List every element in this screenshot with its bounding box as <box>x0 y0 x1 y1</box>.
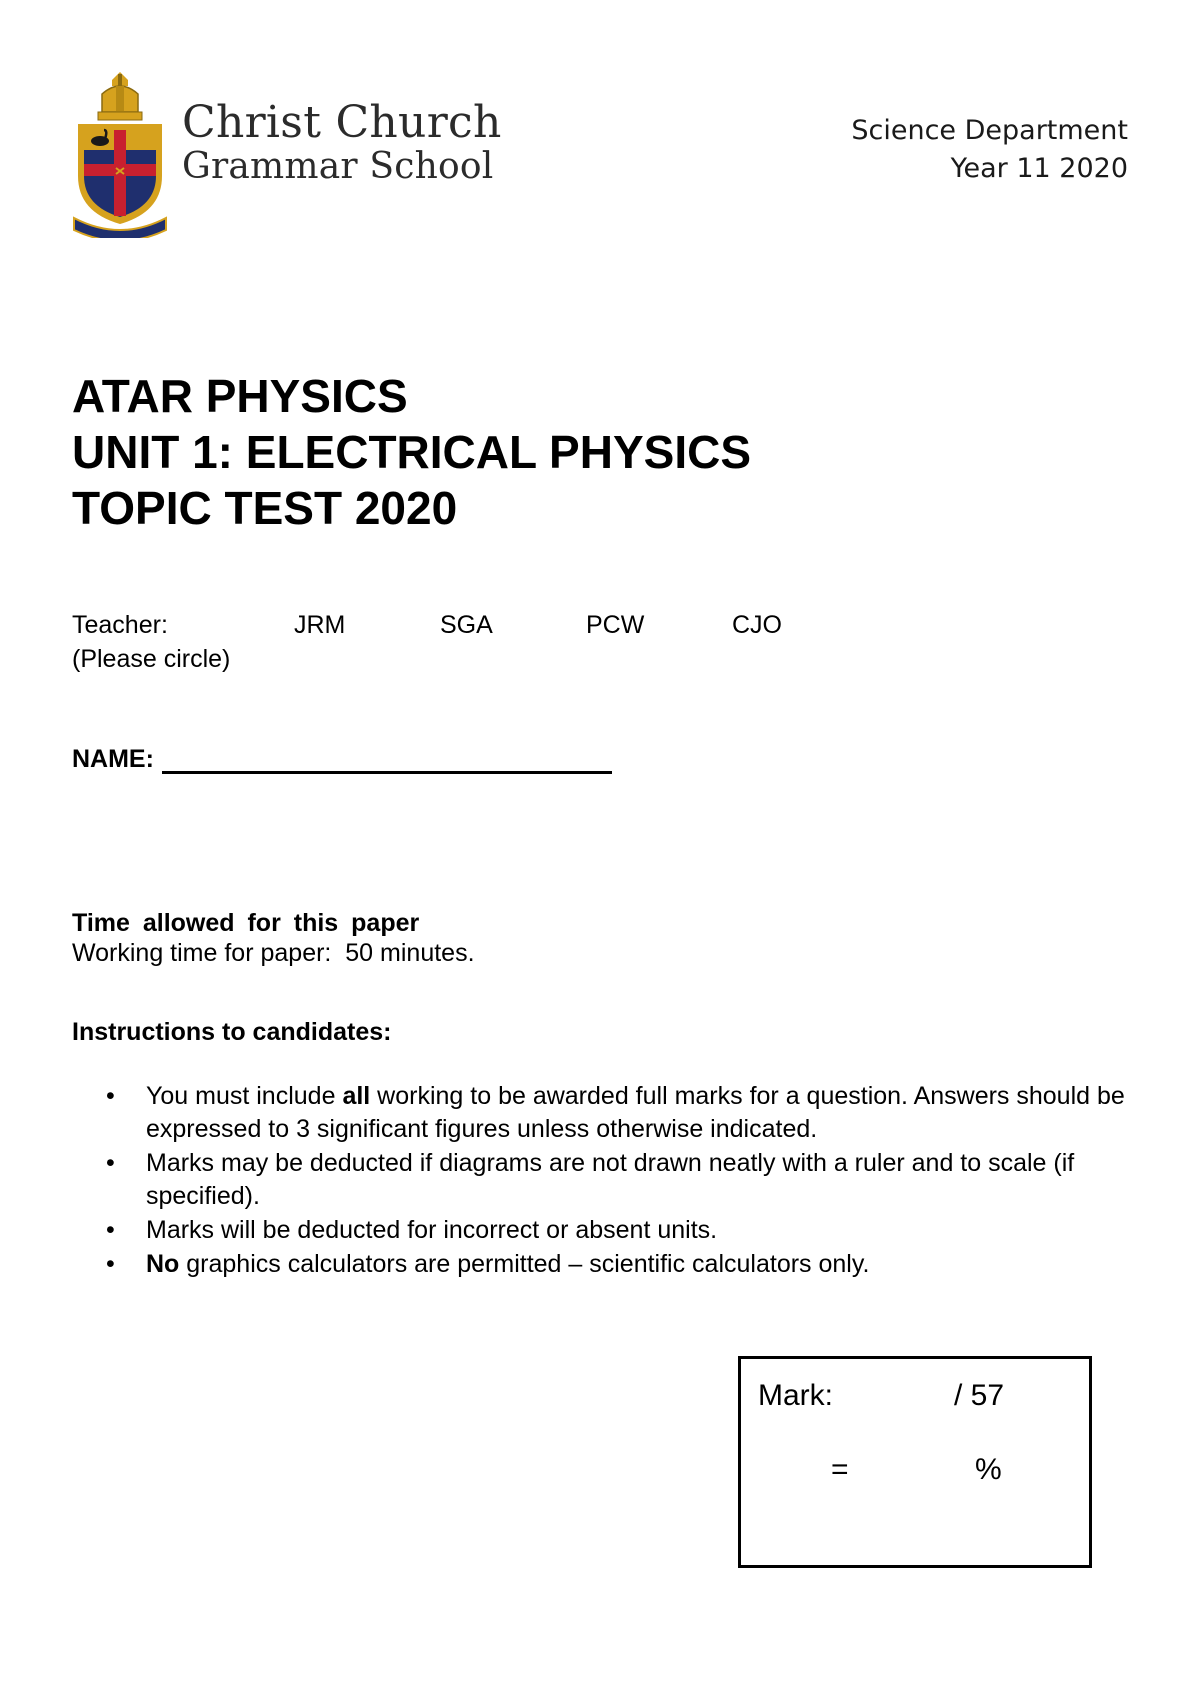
exam-title <box>72 368 751 536</box>
mark-equals: = <box>831 1453 849 1486</box>
department-name: Science Department <box>851 115 1128 146</box>
school-crest-icon <box>72 72 168 238</box>
name-label: NAME: <box>72 745 154 773</box>
school-name <box>182 99 502 187</box>
name-field[interactable] <box>162 744 612 774</box>
school-logo <box>72 72 502 238</box>
school-name-line2: Grammar School <box>182 146 494 187</box>
title-line2: UNIT 1: ELECTRICAL PHYSICS <box>72 426 751 478</box>
mark-label: Mark: <box>758 1379 833 1412</box>
teacher-note: (Please circle) <box>72 645 231 673</box>
working-time <box>72 938 475 968</box>
bullet-icon: • <box>106 1082 115 1110</box>
teacher-option-sga[interactable]: SGA <box>440 611 493 639</box>
bullet-icon: • <box>106 1216 115 1244</box>
instruction-item: • You must include all working to be awarded full marks for a question. Answers should be expressed to 3 significant figures unless otherwise indicated. <box>106 1082 1125 1143</box>
instruction-item: • No graphics calculators are permitted – scientific calculators only. <box>106 1248 1136 1281</box>
time-heading: Time allowed for this paper <box>72 909 420 937</box>
working-time-value: 50 minutes. <box>345 939 475 967</box>
year-label: Year 11 2020 <box>950 153 1128 184</box>
teacher-label: Teacher: <box>72 611 168 639</box>
name-field-row <box>72 744 612 774</box>
bullet-icon: • <box>106 1149 115 1177</box>
title-line1: ATAR PHYSICS <box>72 370 408 422</box>
instruction-item: • Marks may be deducted if diagrams are not drawn neatly with a ruler and to scale (if specified). <box>106 1149 1075 1210</box>
instructions-list <box>106 1080 1136 1282</box>
department-info <box>851 112 1128 188</box>
teacher-option-jrm[interactable]: JRM <box>294 611 346 639</box>
mark-total: / 57 <box>954 1379 1005 1412</box>
title-line3: TOPIC TEST 2020 <box>72 482 458 534</box>
working-time-label: Working time for paper: <box>72 939 332 967</box>
instruction-item: • Marks will be deducted for incorrect or absent units. <box>106 1214 1136 1247</box>
bullet-icon: • <box>106 1250 115 1278</box>
school-name-line1: Christ Church <box>182 97 502 148</box>
instructions-heading: Instructions to candidates: <box>72 1018 392 1046</box>
mark-percent: % <box>975 1453 1002 1486</box>
mark-box <box>738 1356 1092 1568</box>
teacher-option-pcw[interactable]: PCW <box>586 611 645 639</box>
time-allowed <box>72 908 475 968</box>
teacher-selection <box>72 608 878 676</box>
teacher-option-cjo[interactable]: CJO <box>732 611 782 639</box>
